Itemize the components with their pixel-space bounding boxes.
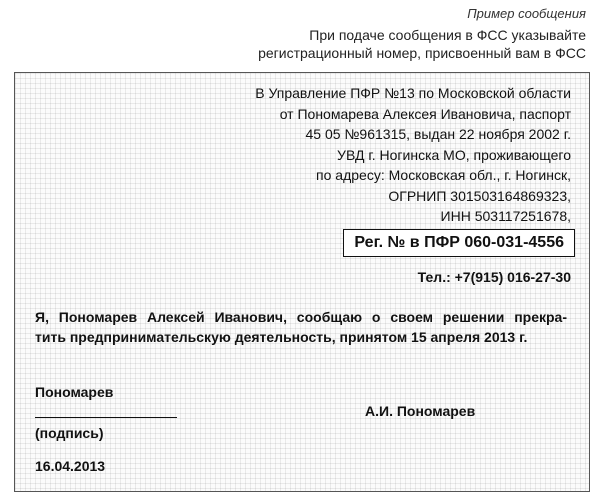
letter-body-line: тить предпринимательскую деятельность, принятом 15 апреля 2013 г. — [35, 329, 528, 345]
addressee-line: В Управление ПФР №13 по Московской области — [255, 85, 571, 101]
sample-caption: Пример сообщения — [467, 6, 586, 21]
addressee-line: ИНН 503117251678, — [440, 208, 571, 224]
letter-body-line: Я, Пономарев Алексей Иванович, сообщаю о своем решении прекра- — [35, 309, 567, 325]
letter-date: 16.04.2013 — [35, 458, 106, 474]
signer-initials: А.И. Пономарев — [365, 403, 476, 419]
signature-label: (подпись) — [35, 425, 104, 441]
addressee-line: 45 05 №961315, выдан 22 ноября 2002 г. — [305, 126, 571, 142]
signer-name: Пономарев — [35, 384, 114, 400]
signature-line — [35, 417, 177, 418]
fss-note-line: При подаче сообщения в ФСС указывайте — [309, 27, 586, 43]
addressee-block — [255, 83, 571, 227]
addressee-line: по адресу: Московская обл., г. Ногинск, — [316, 167, 571, 183]
letter-body — [35, 307, 567, 347]
addressee-line: УВД г. Ногинска МО, проживающего — [337, 146, 571, 163]
fss-note-line: регистрационный номер, присвоенный вам в ФСС — [258, 45, 586, 61]
letter-sheet — [14, 72, 590, 492]
phone-number: Тел.: +7(915) 016-27-30 — [417, 269, 571, 285]
addressee-line: ОГРНИП 301503164869323, — [388, 187, 571, 204]
addressee-line: от Пономарева Алексея Ивановича, паспорт — [279, 105, 571, 122]
pfr-registration-number: Рег. № в ПФР 060-031-4556 — [343, 229, 575, 257]
fss-note — [258, 26, 586, 62]
